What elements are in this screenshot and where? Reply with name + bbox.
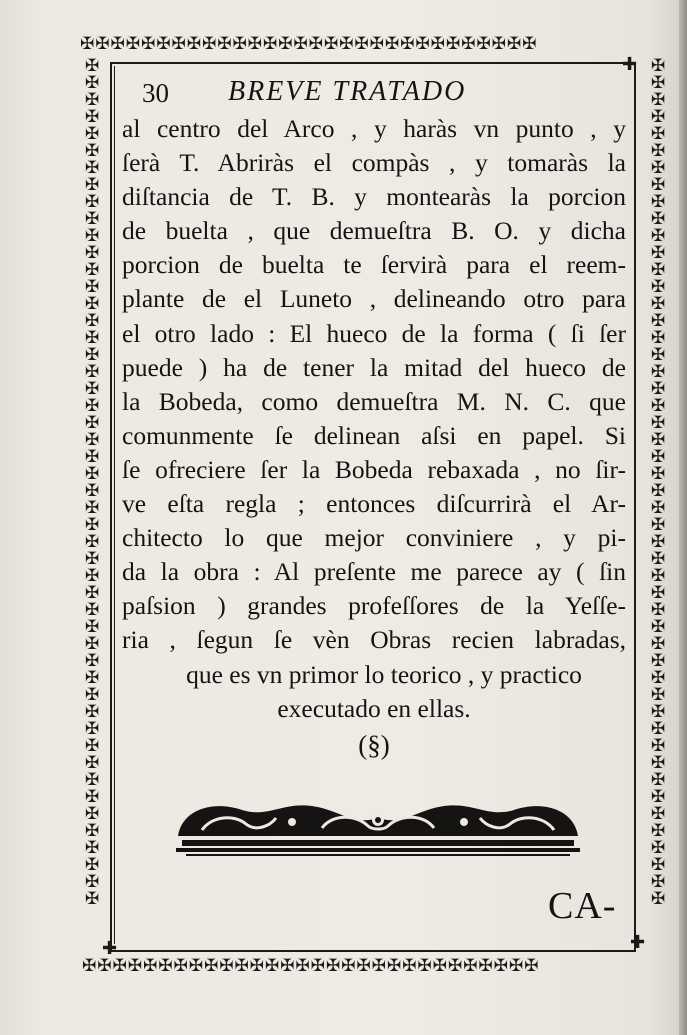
text-frame-inner-rule	[114, 66, 116, 944]
text-line: de buelta , que demueſtra B. O. y dicha	[122, 216, 626, 246]
text-line: el otro lado : El hueco de la forma ( ſi ſer	[122, 318, 626, 348]
text-line: diſtancia de T. B. y montearàs la porcion	[122, 182, 626, 212]
text-line: porcion de buelta te ſervirà para el reem-	[122, 250, 626, 280]
corner-cross-icon: ✚	[622, 54, 638, 75]
text-line: ſerà T. Abriràs el compàs , y tomaràs la	[122, 148, 626, 178]
tailpiece-ornament	[172, 796, 584, 864]
section-mark: (§)	[358, 730, 390, 760]
text-line: ria , ſegun ſe vèn Obras recien labradas,	[122, 625, 626, 655]
text-line: da la obra : Al preſente me parece ay ( ſin	[122, 557, 626, 587]
text-line: chitecto lo que mejor conviniere , y pi-	[122, 523, 626, 553]
corner-cross-icon: ✚	[630, 932, 646, 953]
running-title: BREVE TRATADO	[228, 76, 467, 107]
page-header	[134, 76, 534, 110]
corner-cross-icon: ✚	[102, 938, 118, 959]
text-line: la Bobeda, como demueſtra M. N. C. que	[122, 386, 626, 416]
page-number: 30	[142, 78, 169, 108]
ornamental-border-right: ✠✠✠✠✠✠✠✠✠✠✠✠✠✠✠✠✠✠✠✠✠✠✠✠✠✠✠✠✠✠✠✠✠✠✠✠✠✠✠✠✠✠✠✠✠✠✠✠✠✠	[650, 58, 666, 909]
page-edge-shadow	[679, 0, 687, 1035]
text-line: ſe ofreciere ſer la Bobeda rebaxada , no ſir-	[122, 454, 626, 484]
text-line: que es vn primor lo teorico , y practico	[186, 659, 582, 689]
text-line: paſsion ) grandes profeſſores de la Yeſſe-	[122, 591, 626, 621]
text-line: executado en ellas.	[277, 693, 471, 723]
body-text	[122, 112, 626, 726]
text-line: comunmente ſe delinean aſsi en papel. Si	[122, 420, 626, 450]
text-line: puede ) ha de tener la mitad del hueco de	[122, 352, 626, 382]
ornamental-border-left: ✠✠✠✠✠✠✠✠✠✠✠✠✠✠✠✠✠✠✠✠✠✠✠✠✠✠✠✠✠✠✠✠✠✠✠✠✠✠✠✠✠✠✠✠✠✠✠✠✠✠	[84, 58, 100, 909]
text-line: plante de el Luneto , delineando otro para	[122, 284, 626, 314]
catchword: CA-	[548, 885, 617, 927]
ornamental-border-top: ✠✠✠✠✠✠✠✠✠✠✠✠✠✠✠✠✠✠✠✠✠✠✠✠✠✠✠✠✠✠	[80, 36, 538, 54]
text-line: al centro del Arco , y haràs vn punto , y	[122, 114, 626, 143]
text-line: ve eſta regla ; entonces diſcurrirà el Ar-	[122, 489, 626, 519]
ornamental-border-bottom: ✠✠✠✠✠✠✠✠✠✠✠✠✠✠✠✠✠✠✠✠✠✠✠✠✠✠✠✠✠✠	[82, 958, 540, 976]
